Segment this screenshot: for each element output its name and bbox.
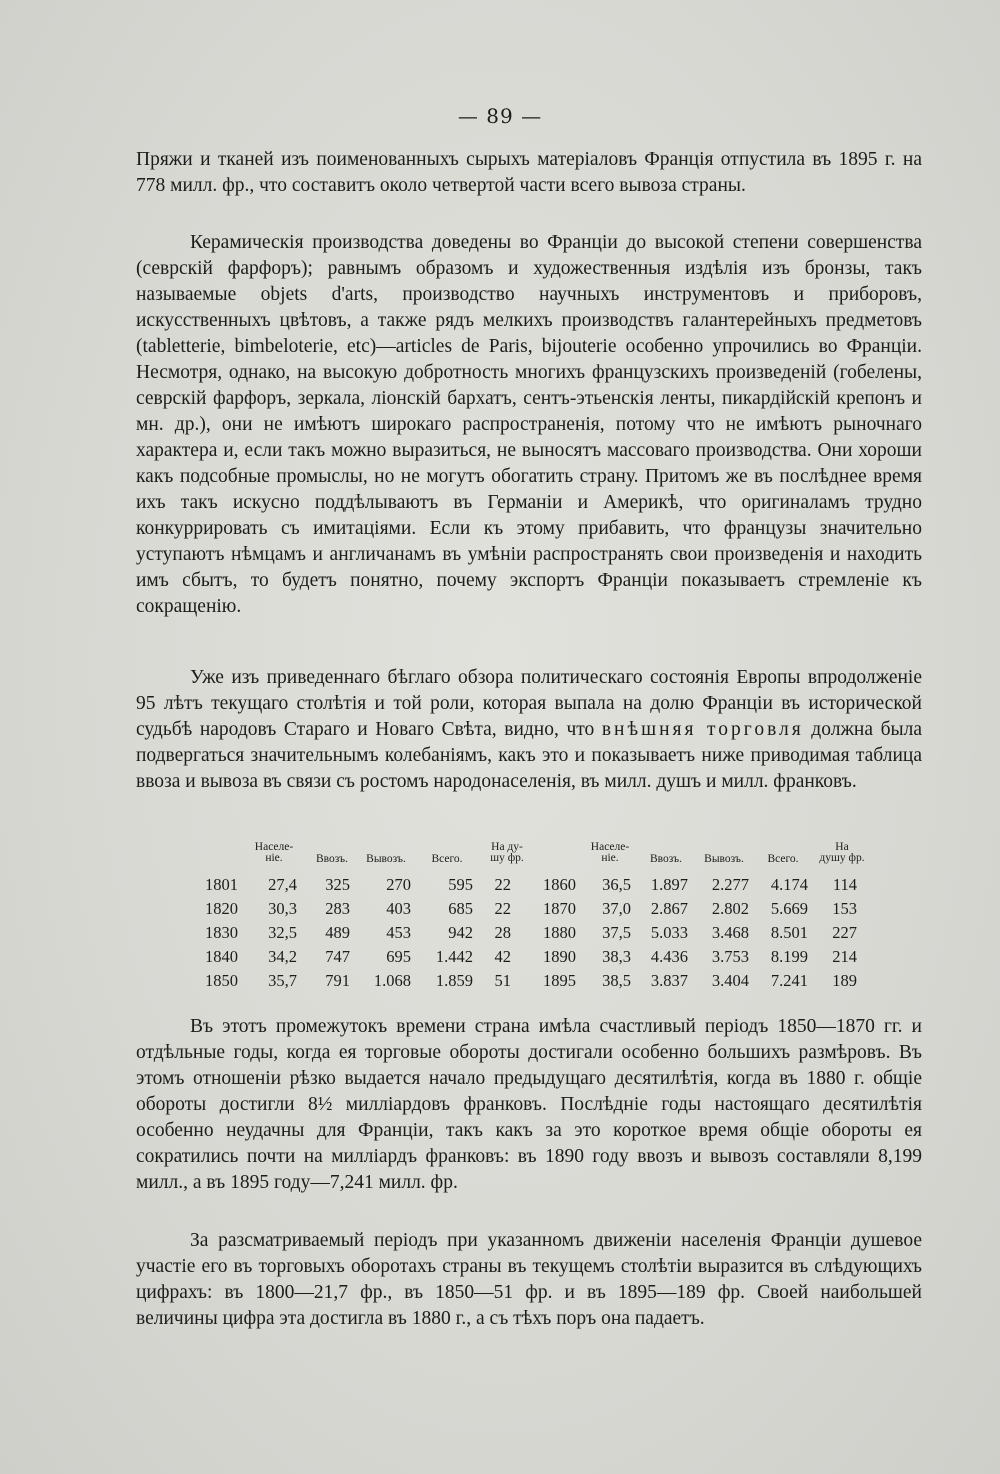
header-imports: Ввозъ. [650,853,682,865]
trade-population-table: Населе- ніе. Ввозъ. Вывозъ. Всего. На ду- шу фр. 1801 27,4 325 270 595 22 1820 30,3 283 403 685 22 1830 32,5 489 453 942 28 1840 34,2 747 695 1.442 42 1850 35,7 791 1.068 1.859 51 Населе- ніе. Ввозъ. Вывозъ. Всего. На душу фр. 1860 36,5 1.897 2.277 4.174 114 1870 37,0 2.867 2.802 5.669 153 1880 37,5 5.033 3.468 8.501 227 1890 38,3 4.436 3.753 8.199 214 1895 38,5 3.837 3.404 7.241 189 [205,842,885,992]
header-per-capita: На ду- шу фр. [490,841,524,864]
paragraph-yarn-fabrics [136,147,922,199]
header-imports: Ввозъ. [316,853,348,865]
paragraph-text-part: должна была подвергаться значительнымъ колебаніямъ, какъ это и показываетъ ниже приводимая таблица ввоза и вывоза въ связи съ ростомъ народонаселенія, въ милл. душъ и милл. франковъ. [136,719,922,792]
paragraph-trade-period [136,1014,922,1196]
header-population: Населе- ніе. [254,841,294,864]
paragraph-text: За разсматриваемый періодъ при указанномъ движеніи населенія Франціи душевое участіе его въ торговыхъ оборотахъ страны въ текущемъ столѣтіи выразится въ слѣдующихъ цифрахъ: въ 1800—21,7 фр., въ 1850—51 фр. и въ 1895—189 фр. Своей наибольшей величины цифра эта достигла въ 1880 г., а съ тѣхъ поръ она падаетъ. [136,1230,922,1329]
paragraph-ceramics [136,230,922,620]
header-exports: Вывозъ. [704,853,744,865]
header-population: Населе- ніе. [590,841,630,864]
header-total: Всего. [431,853,463,865]
header-exports: Вывозъ. [366,853,406,865]
paragraph-text [136,665,922,795]
paragraph-text-part: Уже изъ приведеннаго бѣглаго обзора политическаго состоянія Европы впродолженіе 95 лѣтъ текущаго столѣтія и той роли, которая выпала на долю Франціи въ исторической судьбѣ народовъ Стараго и Новаго Свѣта, видно, что [136,667,922,740]
emphasized-phrase: внѣшняя торговля [601,719,804,740]
paragraph-text: Пряжи и тканей изъ поименованныхъ сырыхъ матеріаловъ Франція отпустила въ 1895 г. на 778 милл. фр., что составитъ около четвертой части всего вывоза страны. [136,149,922,196]
paragraph-foreign-trade-intro [136,665,922,795]
paragraph-text: Керамическія производства доведены во Франціи до высокой степени совершенства (севрскій фарфоръ); равнымъ образомъ и художественныя издѣлія изъ бронзы, такъ называемые objets d'arts, производство научныхъ инструментовъ и приборовъ, искусственныхъ цвѣтовъ, а также рядъ мелкихъ производствъ галантерейныхъ предметовъ (tabletterie, bimbeloterie, etc)—articles de Paris, bijouterie особенно упрочились во Франціи. Несмотря, однако, на высокую добротность многихъ французскихъ произведеній (гобелены, севрскій фарфоръ, зеркала, ліонскій бархатъ, сентъ-этьенскія ленты, пикардійскій крепонъ и мн. др.), они не имѣютъ широкаго распространенія, потому что не имѣютъ рыночнаго характера и, если такъ можно выразиться, не выносятъ массоваго производства. Они хороши какъ подсобные промыслы, но не могутъ обогатить страну. Притомъ же въ послѣднее время ихъ такъ искусно поддѣлываютъ въ Германіи и Америкѣ, что оригиналамъ трудно конкуррировать съ имитаціями. Если къ этому прибавить, что французы значительно уступаютъ нѣмцамъ и англичанамъ въ умѣніи распространять свои произведенія и находить имъ сбытъ, то будетъ понятно, почему экспортъ Франціи показываетъ стремленіе къ сокращенію. [136,232,922,617]
header-total: Всего. [767,853,799,865]
paragraph-per-capita-share [136,1228,922,1332]
header-per-capita: На душу фр. [819,841,865,864]
page-number: — 89 — [457,104,543,128]
paragraph-text: Въ этотъ промежутокъ времени страна имѣла счастливый періодъ 1850—1870 гг. и отдѣльные годы, когда ея торговые обороты достигали особенно большихъ размѣровъ. Въ этомъ отношеніи рѣзко выдается начало предыдущаго десятилѣтія, когда въ 1880 г. общіе обороты достигли 8½ милліардовъ франковъ. Послѣдніе годы настоящаго десятилѣтія особенно неудачны для Франціи, такъ какъ за это короткое время общіе обороты ея сократились почти на милліардъ франковъ: въ 1890 году ввозъ и вывозъ составляли 8,199 милл., а въ 1895 году—7,241 милл. фр. [136,1016,922,1193]
